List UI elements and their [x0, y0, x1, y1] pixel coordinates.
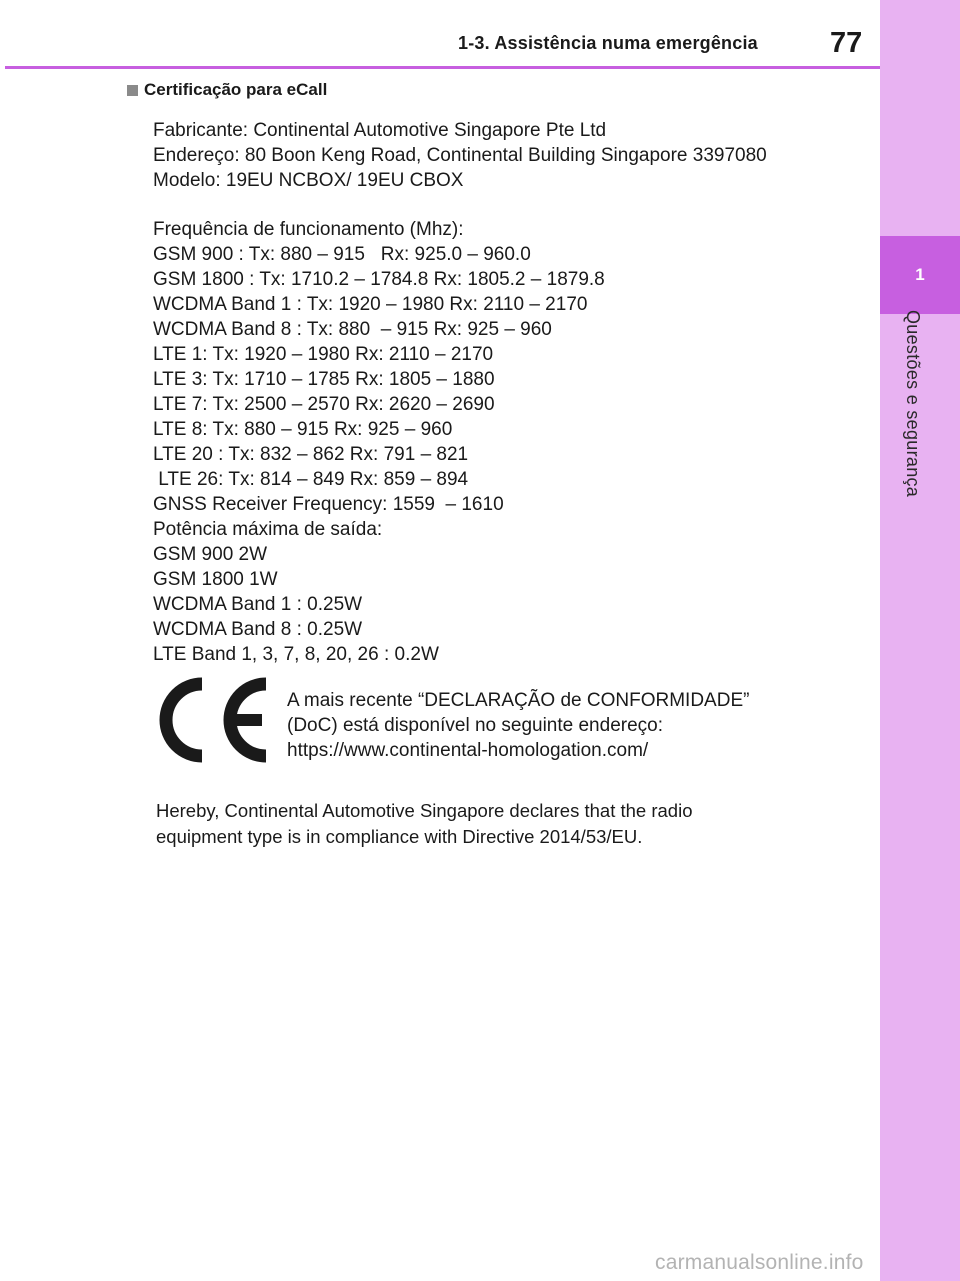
frequency-line: LTE 8: Tx: 880 – 915 Rx: 925 – 960: [153, 419, 453, 440]
frequency-line: WCDMA Band 8 : Tx: 880 – 915 Rx: 925 – 960: [153, 319, 552, 340]
section-heading: [127, 80, 327, 100]
power-title: Potência máxima de saída:: [153, 519, 383, 540]
frequency-line: GSM 900 : Tx: 880 – 915 Rx: 925.0 – 960.0: [153, 244, 531, 265]
power-line: LTE Band 1, 3, 7, 8, 20, 26 : 0.2W: [153, 644, 439, 665]
frequency-line: LTE 7: Tx: 2500 – 2570 Rx: 2620 – 2690: [153, 394, 495, 415]
chapter-title: Questões e segurança: [903, 310, 923, 498]
side-tab-strip: [880, 0, 960, 1281]
declaration-text: [287, 688, 749, 763]
power-line: WCDMA Band 8 : 0.25W: [153, 619, 363, 640]
frequency-line: LTE 20 : Tx: 832 – 862 Rx: 791 – 821: [153, 444, 469, 465]
chapter-title-container: [902, 310, 932, 570]
chapter-number: 1: [915, 265, 925, 284]
compliance-line: equipment type is in compliance with Directive 2014/53/EU.: [156, 826, 643, 847]
frequency-line: GSM 1800 : Tx: 1710.2 – 1784.8 Rx: 1805.2 – 1879.8: [153, 269, 605, 290]
frequency-line: LTE 1: Tx: 1920 – 1980 Rx: 2110 – 2170: [153, 344, 494, 365]
power-line: GSM 1800 1W: [153, 569, 278, 590]
section-heading-text: Certificação para eCall: [144, 80, 328, 99]
frequency-line: LTE 3: Tx: 1710 – 1785 Rx: 1805 – 1880: [153, 369, 495, 390]
header-divider: [5, 66, 880, 69]
compliance-line: Hereby, Continental Automotive Singapore declares that the radio: [156, 800, 693, 821]
ce-mark-icon: [154, 676, 274, 764]
frequency-line: GNSS Receiver Frequency: 1559 – 1610: [153, 494, 504, 515]
frequency-line: LTE 26: Tx: 814 – 849 Rx: 859 – 894: [153, 469, 469, 490]
declaration-url[interactable]: https://www.continental-homologation.com/: [287, 740, 649, 761]
frequency-title: Frequência de funcionamento (Mhz):: [153, 219, 464, 240]
power-line: GSM 900 2W: [153, 544, 268, 565]
power-line: WCDMA Band 1 : 0.25W: [153, 594, 363, 615]
running-header-title: 1-3. Assistência numa emergência: [458, 33, 758, 53]
manufacturer-info: [153, 118, 767, 193]
manufacturer-line: Fabricante: Continental Automotive Singapore Pte Ltd: [153, 120, 607, 141]
declaration-line: A mais recente “DECLARAÇÃO de CONFORMIDADE”: [287, 690, 750, 711]
square-bullet-icon: [127, 85, 138, 96]
frequency-line: WCDMA Band 1 : Tx: 1920 – 1980 Rx: 2110 – 2170: [153, 294, 588, 315]
declaration-line: (DoC) está disponível no seguinte endereço:: [287, 715, 664, 736]
chapter-number-tab[interactable]: [880, 236, 960, 314]
watermark: carmanualsonline.info: [655, 1251, 864, 1274]
frequency-list: [153, 217, 605, 667]
address-line: Endereço: 80 Boon Keng Road, Continental Building Singapore 3397080: [153, 145, 767, 166]
compliance-statement: [156, 798, 692, 850]
model-line: Modelo: 19EU NCBOX/ 19EU CBOX: [153, 170, 464, 191]
page-number: 77: [830, 27, 863, 59]
